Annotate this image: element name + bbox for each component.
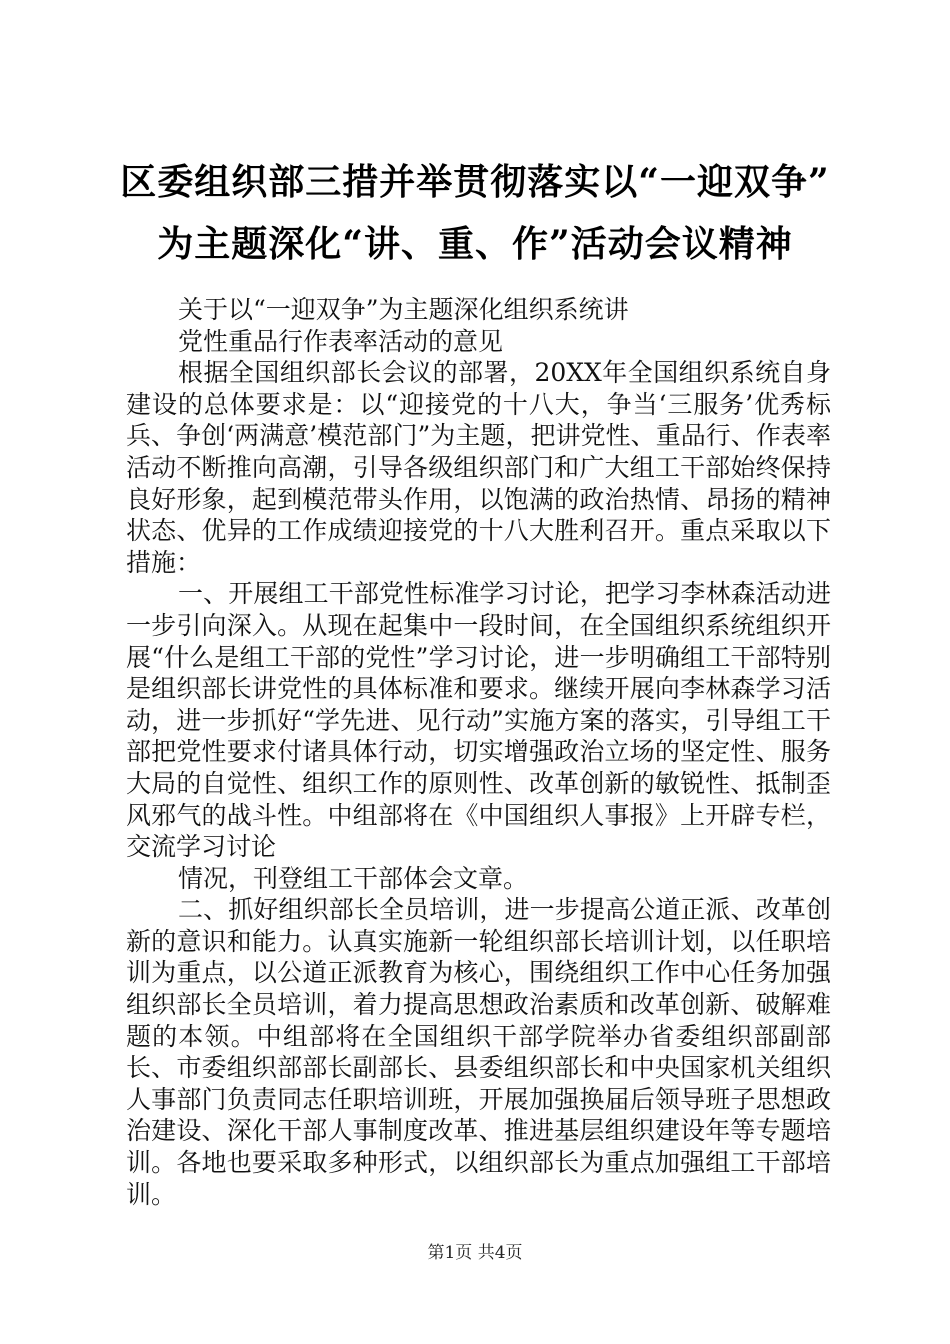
document-title-line-1: 区委组织部三措并举贯彻落实以“一迎双争” [120,161,830,203]
paragraph: 一、开展组工干部党性标准学习讨论，把学习李林森活动进一步引向深入。从现在起集中一段时间，在全国组织系统组织开展“什么是组工干部的党性”学习讨论，进一步明确组工干部特别是组织部长讲党性的具体标准和要求。继续开展向李林森学习活动，进一步抓好“学先进、见行动”实施方案的落实，引导组工干部把党性要求付诸具体行动，切实增强政治立场的坚定性、服务大局的自觉性、组织工作的原则性、改革创新的敏锐性、抵制歪风邪气的战斗性。中组部将在《中国组织人事报》上开辟专栏，交流学习讨论 [126,579,831,862]
paragraph: 二、抓好组织部长全员培训，进一步提高公道正派、改革创新的意识和能力。认真实施新一轮组织部长培训计划，以任职培训为重点，以公道正派教育为核心，围绕组织工作中心任务加强组织部长全员培训，着力提高思想政治素质和改革创新、破解难题的本领。中组部将在全国组织干部学院举办省委组织部副部长、市委组织部部长副部长、县委组织部长和中央国家机关组织人事部门负责同志任职培训班，开展加强换届后领导班子思想政治建设、深化干部人事制度改革、推进基层组织建设年等专题培训。各地也要采取多种形式，以组织部长为重点加强组工干部培训。 [126,895,831,1209]
paragraph: 党性重品行作表率活动的意见 [178,326,504,356]
paragraph: 情况，刊登组工干部体会文章。 [178,863,529,893]
document-body [126,294,831,1210]
document-title-line-2: 为主题深化“讲、重、作”活动会议精神 [157,223,793,265]
paragraph: 关于以“一迎双争”为主题深化组织系统讲 [178,295,629,324]
page-number-footer: 第1页 共4页 [427,1243,523,1263]
paragraph: 根据全国组织部长会议的部署，20XX年全国组织系统自身建设的总体要求是：以“迎接党的十八大，争当‘三服务’优秀标兵、争创‘两满意’模范部门”为主题，把讲党性、重品行、作表率活动不断推向高潮，引导各级组织部门和广大组工干部始终保持良好形象，起到模范带头作用，以饱满的政治热情、昂扬的精神状态、优异的工作成绩迎接党的十八大胜利召开。重点采取以下措施： [126,358,831,577]
